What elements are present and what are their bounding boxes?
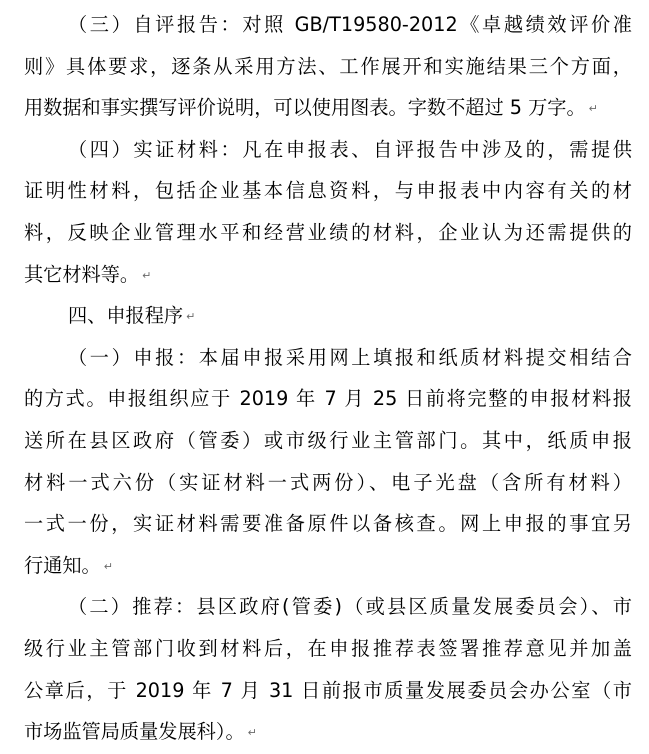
paragraph-declaration <box>24 337 632 587</box>
text-line: 材料一式六份（实证材料一式两份）、电子光盘（含所有材料） <box>24 470 632 494</box>
paragraph-mark-icon: ↵ <box>186 310 196 324</box>
heading-text: 四、申报程序 <box>68 304 184 328</box>
text-line: 的方式。申报组织应于 2019 年 7 月 25 日前将完整的申报材料报 <box>24 387 632 411</box>
text-line: （四）实证材料：凡在申报表、自评报告中涉及的，需提供 <box>68 137 632 161</box>
paragraph-mark-icon: ↵ <box>103 559 113 573</box>
text-line: 则》具体要求，逐条从采用方法、工作展开和实施结果三个方面， <box>24 54 632 78</box>
text-line-content: 用数据和事实撰写评价说明，可以使用图表。字数不超过 5 万字。 <box>24 96 586 120</box>
paragraph-mark-icon: ↵ <box>588 102 598 116</box>
text-line: 一式一份，实证材料需要准备原件以备核查。网上申报的事宜另 <box>24 512 632 536</box>
document-body <box>24 4 632 753</box>
text-line-content: 其它材料等。 <box>24 262 140 286</box>
heading-line <box>24 295 632 337</box>
text-line: 送所在县区政府（管委）或市级行业主管部门。其中，纸质申报 <box>24 428 632 452</box>
text-line: 级行业主管部门收到材料后，在申报推荐表签署推荐意见并加盖 <box>24 636 632 660</box>
text-line-content: 市场监管局质量发展科）。 <box>24 720 245 744</box>
paragraph-evidence <box>24 129 632 295</box>
text-line <box>24 254 632 296</box>
text-line <box>24 545 632 587</box>
text-line <box>24 87 632 129</box>
text-line: 证明性材料，包括企业基本信息资料，与申报表中内容有关的材 <box>24 179 632 203</box>
text-line: （三）自评报告：对照 GB/T19580-2012《卓越绩效评价准 <box>68 13 632 36</box>
paragraph-self-report <box>24 4 632 129</box>
text-line <box>24 711 632 753</box>
paragraph-recommendation <box>24 586 632 752</box>
text-line: （一）申报：本届申报采用网上填报和纸质材料提交相结合 <box>68 345 632 369</box>
text-line: 料，反映企业管理水平和经营业绩的材料，企业认为还需提供的 <box>24 220 632 244</box>
paragraph-mark-icon: ↵ <box>142 268 152 282</box>
text-line-content: 行通知。 <box>24 553 101 577</box>
section-heading <box>24 295 632 337</box>
text-line: （二）推荐：县区政府(管委)（或县区质量发展委员会）、市 <box>68 595 632 619</box>
paragraph-mark-icon: ↵ <box>247 726 257 740</box>
text-line: 公章后，于 2019 年 7 月 31 日前报市质量发展委员会办公室（市 <box>24 678 632 702</box>
